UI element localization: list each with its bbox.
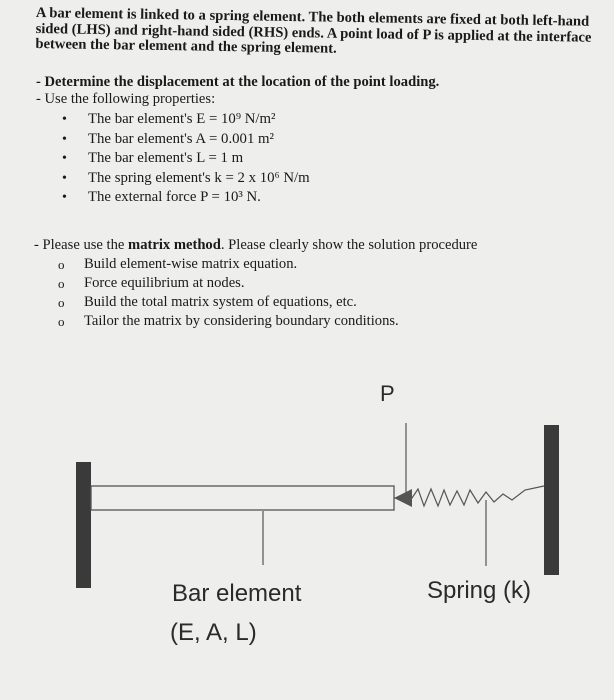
step-item: o Build element-wise matrix equation.: [58, 256, 298, 272]
problem-intro: A bar element is linked to a spring element. The both elements are fixed at both left-hand sided (LHS) and right-hand sided (RHS) ends. A point load of P is applied at the interface between the bar element and the spring element.: [35, 5, 592, 57]
bar-element: [91, 486, 394, 510]
spring-element: [394, 486, 544, 506]
bar-spring-diagram: [0, 370, 614, 700]
bullet-icon: •: [62, 151, 67, 166]
bar-properties-label: (E, A, L): [170, 619, 257, 646]
property-item: • The spring element's k = 2 x 10⁶ N/m: [36, 169, 596, 189]
circle-bullet-icon: o: [58, 295, 65, 310]
property-item: • The bar element's E = 10⁹ N/m²: [36, 110, 596, 130]
right-wall: [544, 425, 559, 575]
bullet-icon: •: [62, 131, 67, 147]
method-emphasis: matrix method: [128, 237, 221, 253]
properties-header: - Use the following properties:: [36, 91, 216, 107]
load-label: P: [380, 381, 395, 406]
circle-bullet-icon: o: [58, 314, 65, 329]
task-statement: - Determine the displacement at the location of the point loading.: [36, 74, 440, 90]
properties-list: [36, 110, 596, 208]
bullet-icon: •: [62, 112, 67, 127]
step-item: o Tailor the matrix by considering boundary conditions.: [58, 313, 399, 329]
steps-list: [34, 255, 594, 331]
circle-bullet-icon: o: [58, 276, 65, 291]
step-item: o Build the total matrix system of equations, etc.: [58, 294, 357, 310]
bar-label: Bar element: [172, 580, 302, 607]
spring-label: Spring (k): [427, 577, 532, 604]
bullet-icon: •: [62, 190, 67, 205]
bullet-icon: •: [62, 170, 67, 186]
property-item: • The bar element's L = 1 m: [36, 149, 596, 169]
property-item: • The external force P = 10³ N.: [36, 188, 596, 208]
method-section: [34, 236, 594, 331]
property-item: • The bar element's A = 0.001 m²: [36, 130, 596, 150]
method-instruction: - Please use the matrix method. Please clearly show the solution procedure: [34, 237, 478, 253]
task-section: [36, 74, 596, 208]
circle-bullet-icon: o: [58, 257, 65, 272]
step-item: o Force equilibrium at nodes.: [58, 275, 245, 291]
left-wall: [76, 462, 91, 588]
